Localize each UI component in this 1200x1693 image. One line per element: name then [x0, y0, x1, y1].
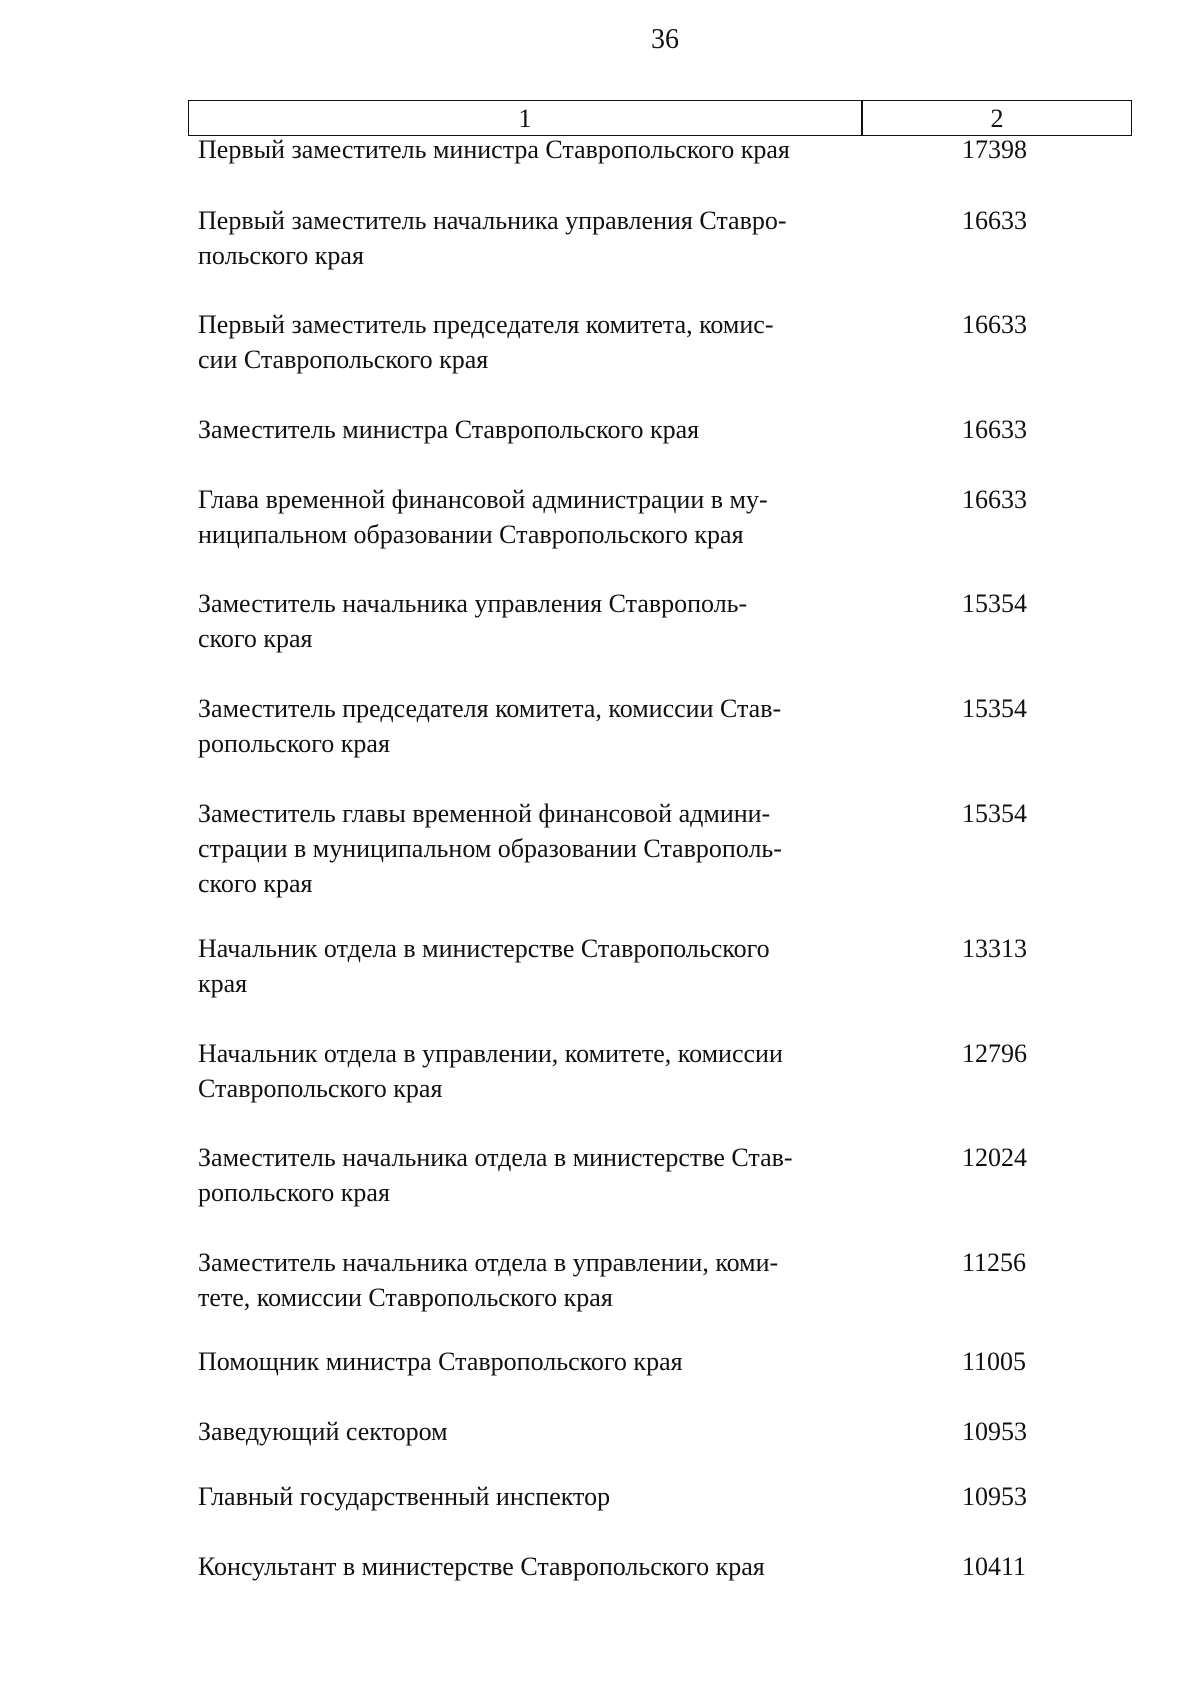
salary-value: 15354: [962, 589, 1027, 618]
position-title: Первый заместитель начальника управления Ставро- польского края: [198, 206, 787, 270]
salary-value: 15354: [962, 799, 1027, 828]
position-title: Начальник отдела в министерстве Ставропольского края: [198, 934, 770, 998]
salary-value: 10953: [962, 1482, 1027, 1511]
position-title: Заместитель начальника отдела в министерстве Став- ропольского края: [198, 1143, 793, 1207]
salary-value: 10953: [962, 1417, 1027, 1446]
position-title: Начальник отдела в управлении, комитете, комиссии Ставропольского края: [198, 1039, 783, 1103]
salary-value: 16633: [962, 310, 1027, 339]
salary-value: 12024: [962, 1143, 1027, 1172]
position-title: Заместитель министра Ставропольского края: [198, 415, 700, 444]
column-header-1: 1: [518, 104, 532, 133]
salary-value: 16633: [962, 415, 1027, 444]
position-title: Заместитель начальника управления Ставрополь- ского края: [198, 589, 748, 653]
salary-value: 13313: [962, 934, 1027, 963]
position-title: Заведующий сектором: [198, 1417, 448, 1446]
position-title: Главный государственный инспектор: [198, 1482, 611, 1511]
position-title: Заместитель председателя комитета, комиссии Став- ропольского края: [198, 694, 782, 758]
salary-value: 12796: [962, 1039, 1027, 1068]
position-title: Помощник министра Ставропольского края: [198, 1347, 683, 1376]
salary-value: 17398: [962, 135, 1027, 164]
position-title: Глава временной финансовой администрации в му- ниципальном образовании Ставропольского края: [198, 485, 768, 549]
salary-value: 16633: [962, 485, 1027, 514]
position-title: Консультант в министерстве Ставропольского края: [198, 1552, 765, 1581]
page-number: 36: [651, 24, 679, 55]
column-header-2: 2: [990, 104, 1004, 133]
position-title: Заместитель главы временной финансовой админи- страции в муниципальном образовании Ставрополь- ского края: [198, 799, 782, 898]
position-title: Заместитель начальника отдела в управлении, коми- тете, комиссии Ставропольского края: [198, 1248, 779, 1312]
salary-value: 10411: [962, 1552, 1027, 1581]
position-title: Первый заместитель министра Ставропольского края: [198, 135, 790, 164]
salary-value: 11005: [962, 1347, 1027, 1376]
salary-value: 15354: [962, 694, 1027, 723]
position-title: Первый заместитель председателя комитета, комис- сии Ставропольского края: [198, 310, 774, 374]
salary-value: 11256: [962, 1248, 1027, 1277]
salary-value: 16633: [962, 206, 1027, 235]
